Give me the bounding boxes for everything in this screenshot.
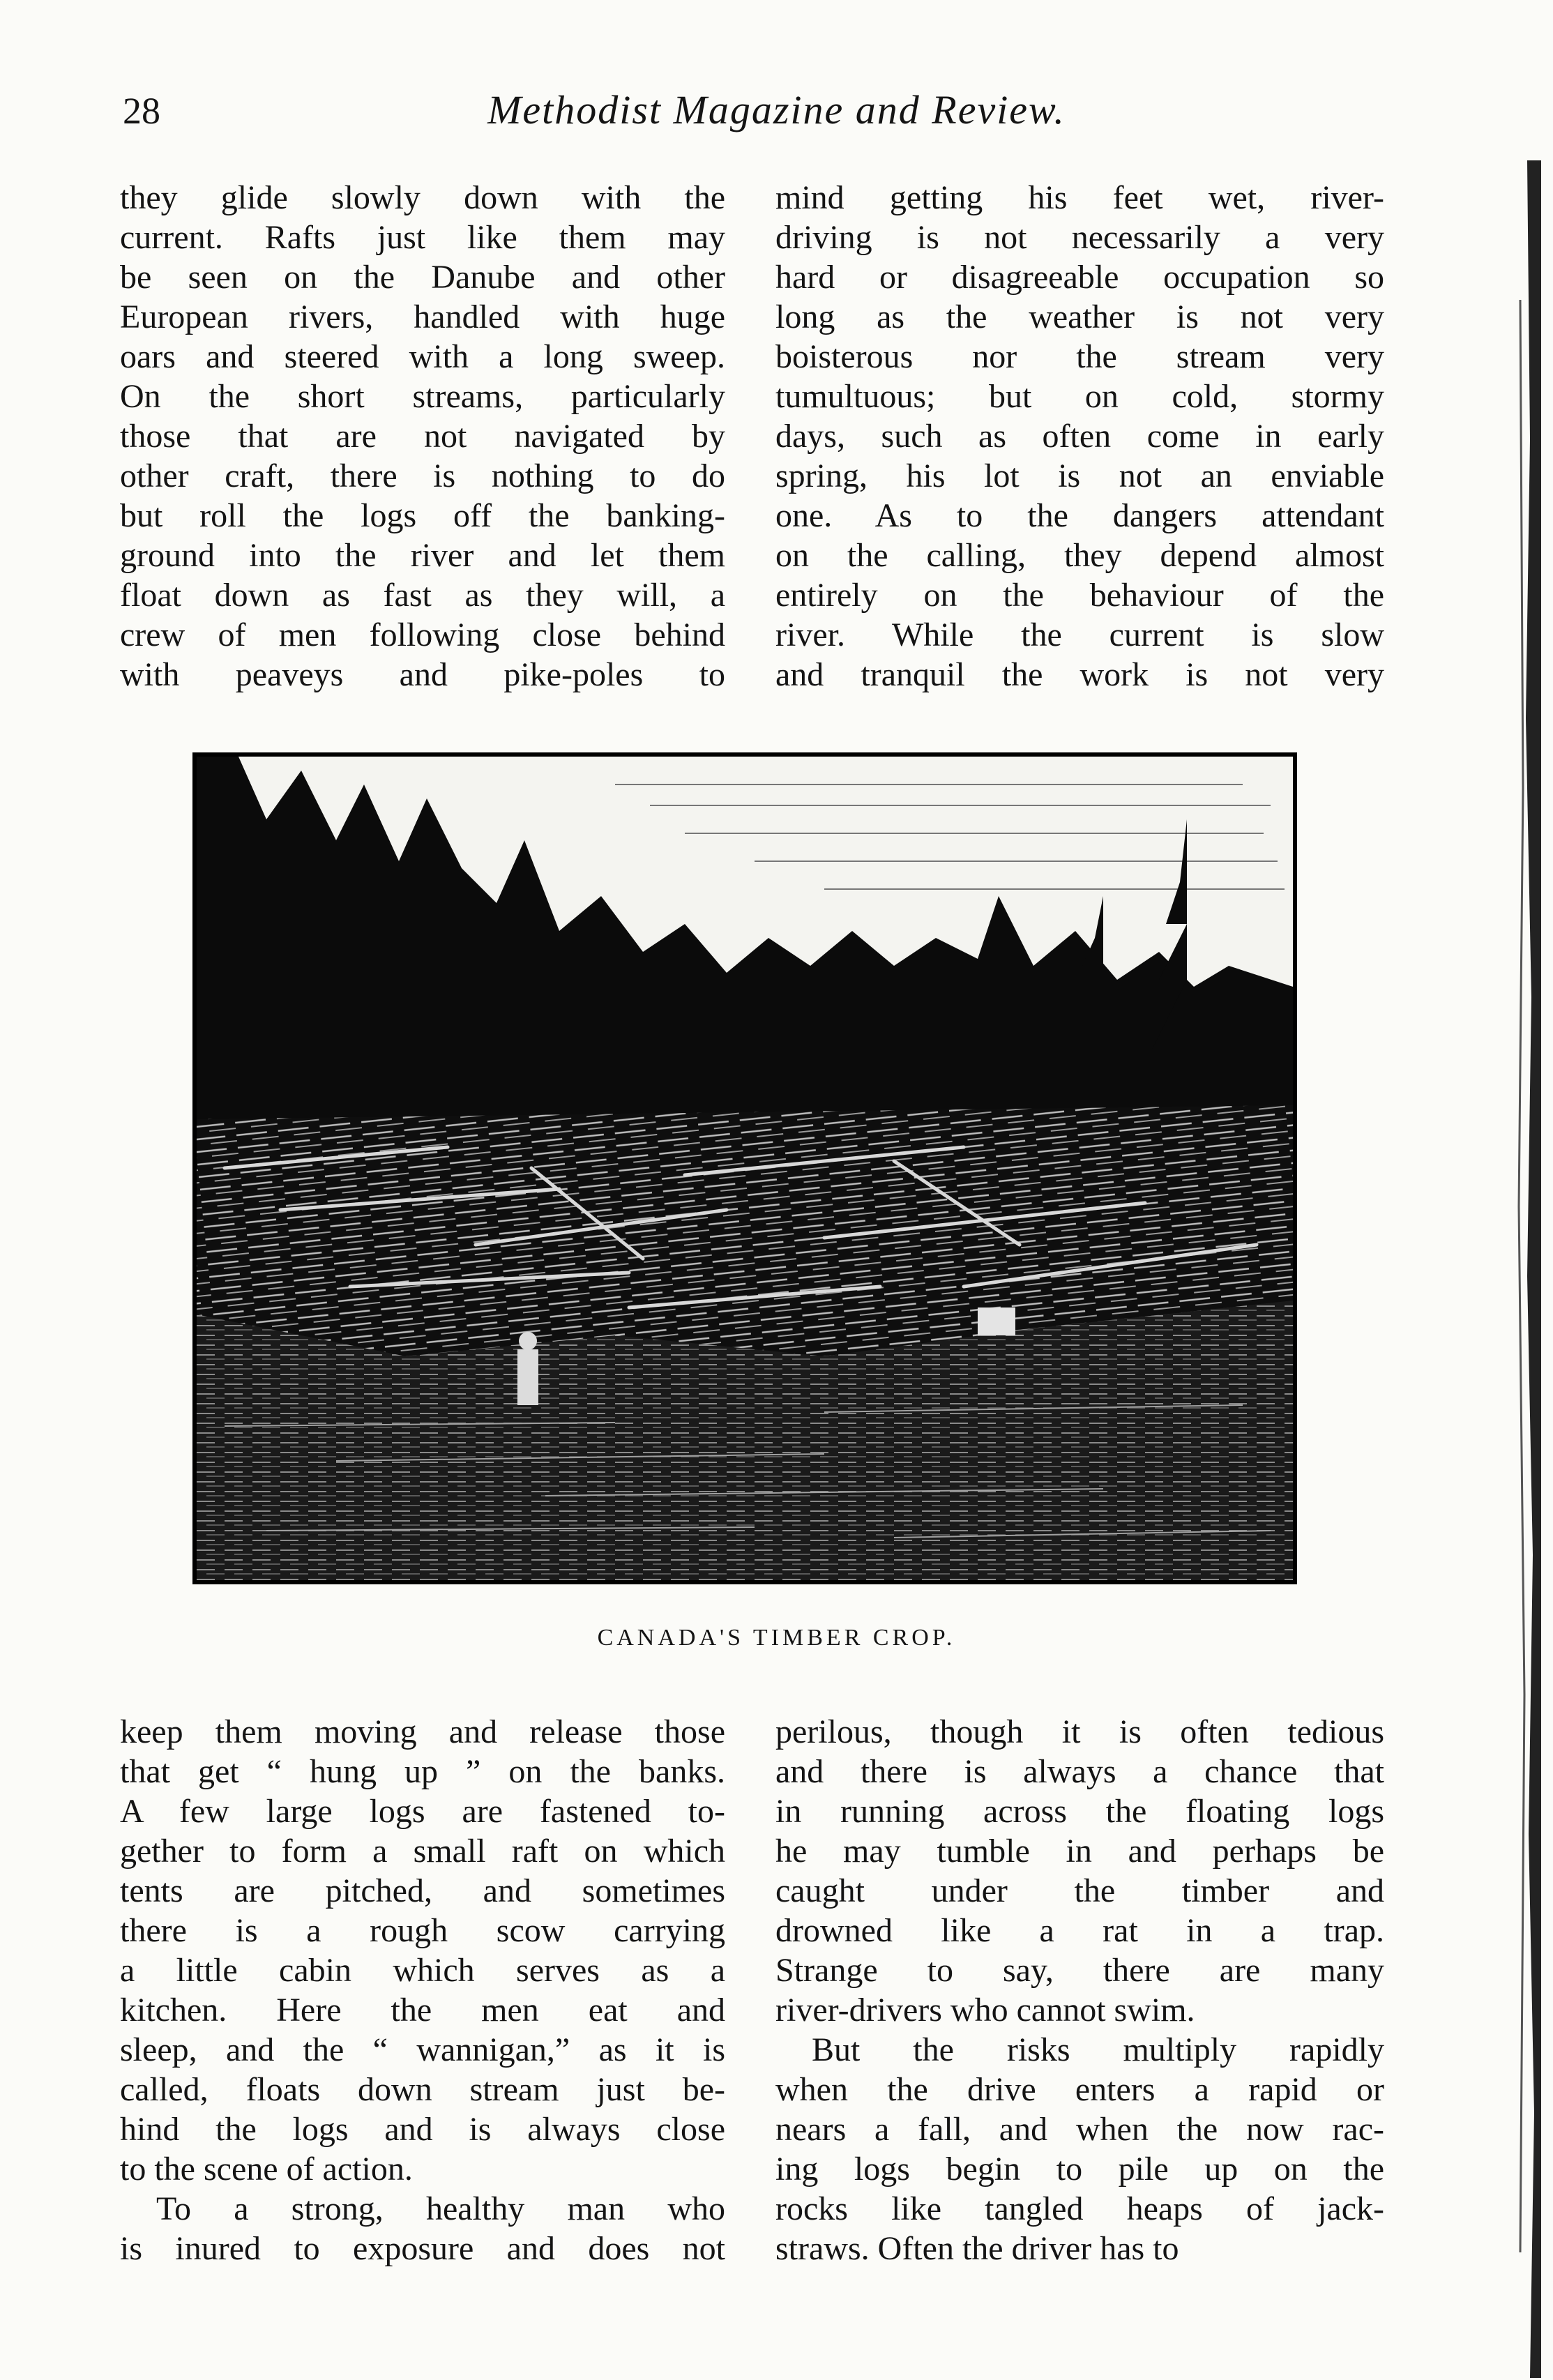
text-line: caught under the timber and <box>775 1872 1384 1909</box>
text-line: To a strong, healthy man who <box>156 2190 725 2227</box>
text-line: ground into the river and let them <box>120 537 725 574</box>
figure-caption: CANADA'S TIMBER CROP. <box>597 1625 956 1651</box>
column-top-right <box>775 178 1384 695</box>
text-line: nears a fall, and when the now rac- <box>775 2111 1384 2148</box>
text-line: with peaveys and pike-poles to <box>120 656 725 693</box>
text-line: boisterous nor the stream very <box>775 338 1384 375</box>
running-title: Methodist Magazine and Review. <box>487 87 1066 132</box>
text-line: drowned like a rat in a trap. <box>775 1912 1384 1949</box>
text-line: that get “ hung up ” on the banks. <box>120 1753 725 1790</box>
text-line: European rivers, handled with huge <box>120 298 725 335</box>
text-line: A few large logs are fastened to- <box>120 1793 725 1830</box>
page-binding-edge <box>1499 160 1541 2378</box>
text-line: those that are not navigated by <box>120 418 725 455</box>
text-line: spring, his lot is not an enviable <box>775 457 1384 494</box>
text-line: rocks like tangled heaps of jack- <box>775 2190 1384 2227</box>
engraving-image <box>197 757 1293 1580</box>
text-line: a little cabin which serves as a <box>120 1952 725 1989</box>
text-line: and tranquil the work is not very <box>775 656 1384 693</box>
text-line: float down as fast as they will, a <box>120 577 725 614</box>
column-bottom-left <box>120 1712 725 2268</box>
illustration-timber-drive <box>192 752 1297 1584</box>
text-line: one. As to the dangers attendant <box>775 497 1384 534</box>
text-line: in running across the floating logs <box>775 1793 1384 1830</box>
text-line: But the risks multiply rapidly <box>812 2031 1384 2068</box>
text-line: hind the logs and is always close <box>120 2111 725 2148</box>
text-line: river. While the current is slow <box>775 616 1384 653</box>
text-line: on the calling, they depend almost <box>775 537 1384 574</box>
column-bottom-right <box>775 1712 1384 2268</box>
text-line: and there is always a chance that <box>775 1753 1384 1790</box>
text-line: when the drive enters a rapid or <box>775 2071 1384 2108</box>
text-line: driving is not necessarily a very <box>775 219 1384 256</box>
text-line: oars and steered with a long sweep. <box>120 338 725 375</box>
text-line: current. Rafts just like them may <box>120 219 725 256</box>
text-line: crew of men following close behind <box>120 616 725 653</box>
text-line: other craft, there is nothing to do <box>120 457 725 494</box>
text-line: called, floats down stream just be- <box>120 2071 725 2108</box>
text-line: mind getting his feet wet, river- <box>775 179 1384 216</box>
text-line: long as the weather is not very <box>775 298 1384 335</box>
text-line: perilous, though it is often tedious <box>775 1713 1384 1750</box>
text-line: Strange to say, there are many <box>775 1952 1384 1989</box>
text-line: be seen on the Danube and other <box>120 259 725 296</box>
text-line: keep them moving and release those <box>120 1713 725 1750</box>
column-top-left <box>120 178 725 695</box>
text-line: On the short streams, particularly <box>120 378 725 415</box>
text-line: gether to form a small raft on which <box>120 1833 725 1870</box>
text-line: kitchen. Here the men eat and <box>120 1992 725 2029</box>
text-line: river-drivers who cannot swim. <box>775 1992 1195 2029</box>
text-line: straws. Often the driver has to <box>775 2230 1179 2267</box>
text-line: hard or disagreeable occupation so <box>775 259 1384 296</box>
text-line: tents are pitched, and sometimes <box>120 1872 725 1909</box>
text-line: entirely on the behaviour of the <box>775 577 1384 614</box>
text-line: he may tumble in and perhaps be <box>775 1833 1384 1870</box>
text-line: they glide slowly down with the <box>120 179 725 216</box>
text-line: there is a rough scow carrying <box>120 1912 725 1949</box>
text-line: but roll the logs off the banking- <box>120 497 725 534</box>
text-line: tumultuous; but on cold, stormy <box>775 378 1384 415</box>
text-line: days, such as often come in early <box>775 418 1384 455</box>
text-line: is inured to exposure and does not <box>120 2230 725 2267</box>
page-number: 28 <box>123 90 160 132</box>
text-line: to the scene of action. <box>120 2151 413 2188</box>
text-line: ing logs begin to pile up on the <box>775 2151 1384 2188</box>
text-line: sleep, and the “ wannigan,” as it is <box>120 2031 725 2068</box>
